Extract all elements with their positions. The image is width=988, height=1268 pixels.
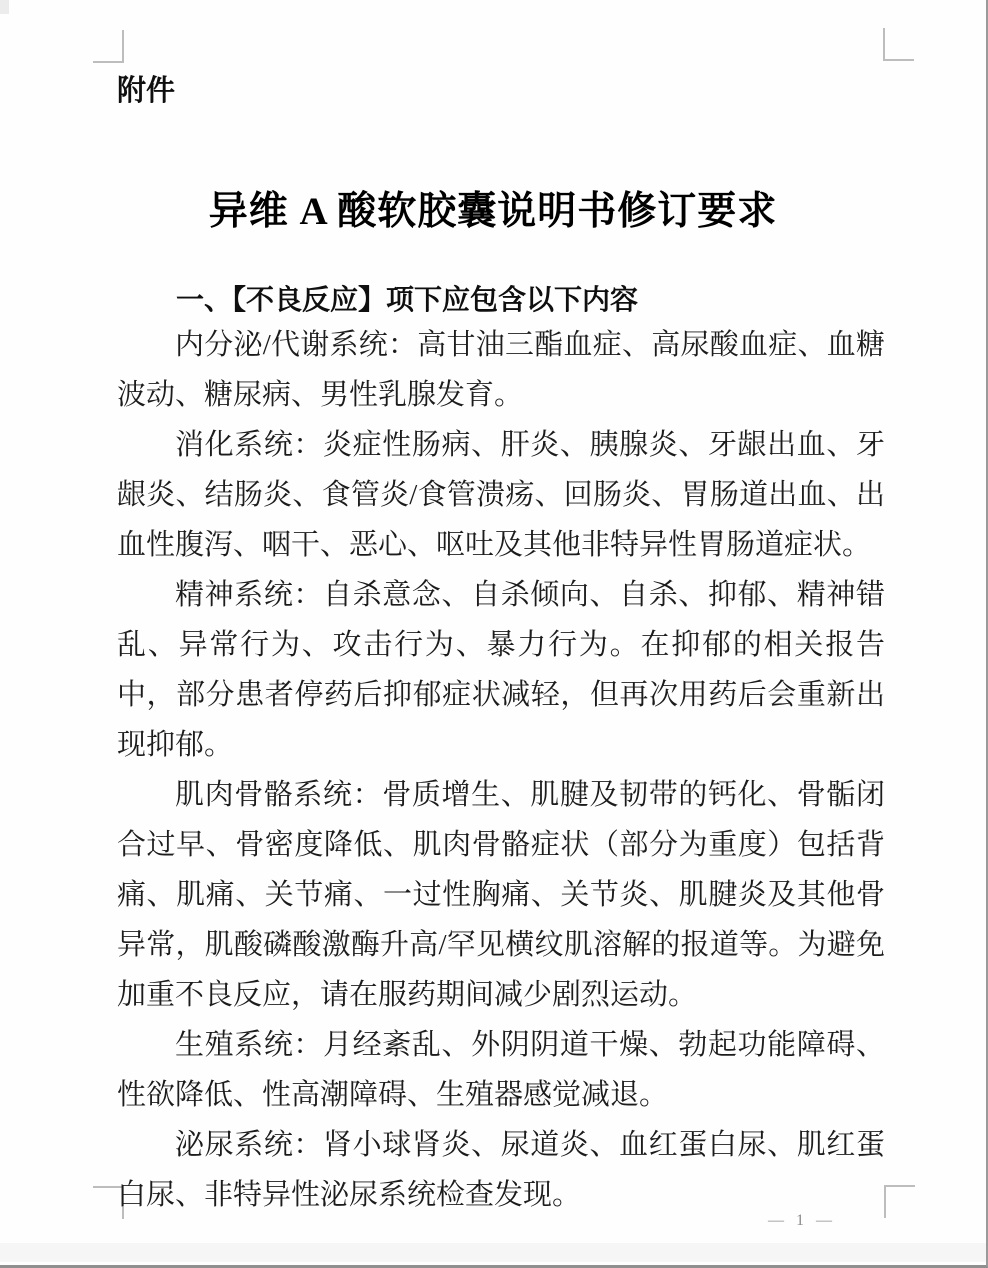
crop-mark-top-left xyxy=(93,30,124,63)
page-number: — 1 — xyxy=(768,1212,836,1229)
paragraph-reproductive-system: 生殖系统：月经紊乱、外阴阴道干燥、勃起功能障碍、性欲降低、性高潮障碍、生殖器感觉减退。 xyxy=(117,1029,885,1111)
paragraph-endocrine-metabolic: 内分泌/代谢系统：高甘油三酯血症、高尿酸血症、血糖波动、糖尿病、男性乳腺发育。 xyxy=(117,329,885,411)
paragraph-urinary-system: 泌尿系统：肾小球肾炎、尿道炎、血红蛋白尿、肌红蛋白尿、非特异性泌尿系统检查发现。 xyxy=(117,1129,885,1211)
footer-band xyxy=(0,1243,986,1262)
section-heading-adverse-reactions: 一、【不良反应】项下应包含以下内容 xyxy=(176,284,639,315)
attachment-label: 附件 xyxy=(117,75,176,107)
crop-mark-bottom-right xyxy=(884,1185,915,1218)
page-title: 异维 A 酸软胶囊说明书修订要求 xyxy=(208,190,778,234)
paragraph-psychiatric-system: 精神系统：自杀意念、自杀倾向、自杀、抑郁、精神错乱、异常行为、攻击行为、暴力行为。在抑郁的相关报告中，部分患者停药后抑郁症状减轻，但再次用药后会重新出现抑郁。 xyxy=(117,579,885,761)
document-body xyxy=(117,320,885,1220)
paragraph-digestive-system: 消化系统：炎症性肠病、肝炎、胰腺炎、牙龈出血、牙龈炎、结肠炎、食管炎/食管溃疡、回肠炎、胃肠道出血、出血性腹泻、咽干、恶心、呕吐及其他非特异性胃肠道症状。 xyxy=(117,429,885,561)
crop-mark-top-right xyxy=(883,28,914,61)
paragraph-musculoskeletal-system: 肌肉骨骼系统：骨质增生、肌腱及韧带的钙化、骨骺闭合过早、骨密度降低、肌肉骨骼症状（部分为重度）包括背痛、肌痛、关节痛、一过性胸痛、关节炎、肌腱炎及其他骨异常，肌酸磷酸激酶升高/罕见横纹肌溶解的报道等。为避免加重不良反应，请在服药期间减少剧烈运动。 xyxy=(117,779,885,1011)
screen-edge-artifact xyxy=(0,0,9,14)
